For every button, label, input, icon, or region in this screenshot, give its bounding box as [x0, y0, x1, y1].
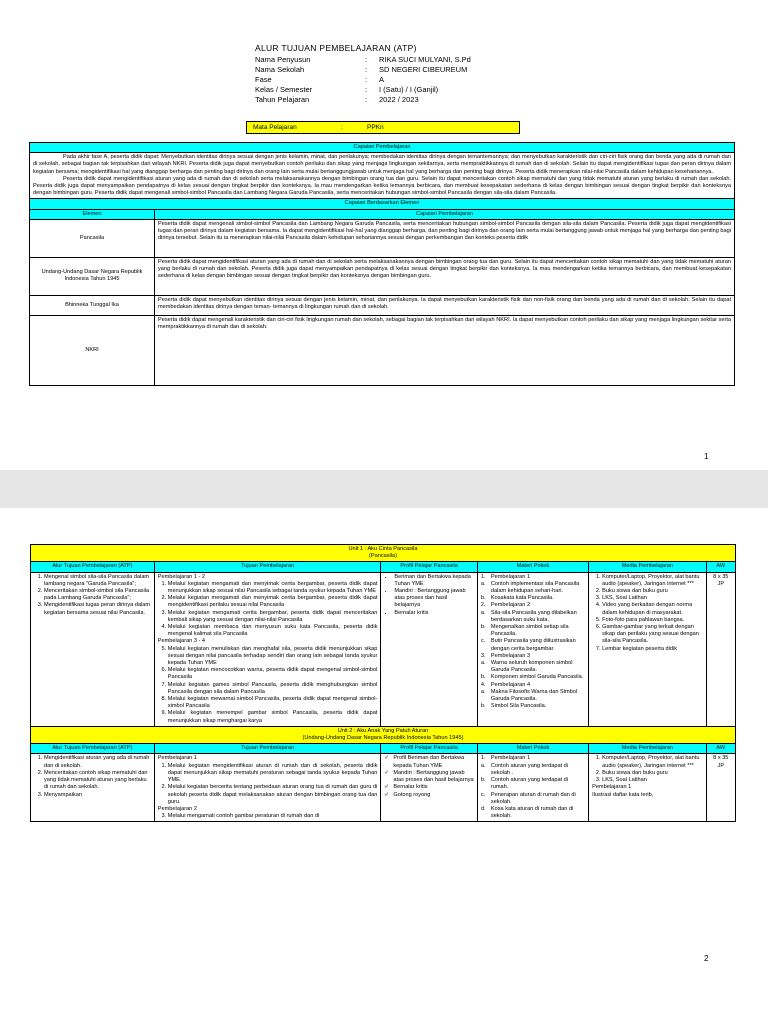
page-2	[0, 508, 768, 1024]
profil-text: Bernalar kritis	[393, 784, 428, 791]
col-profil: Profil Pelajar Pancasila	[381, 744, 478, 754]
atp-item: 3. Mengidentifikasi tugas peran dirinya dalam kegiatan bersama sesuai nilai Pancasila.	[44, 602, 151, 616]
subject-bar	[246, 121, 520, 134]
materi-number: b.	[480, 624, 486, 631]
materi-number: c.	[480, 638, 486, 645]
info-sep: :	[365, 55, 368, 64]
page-gap	[0, 470, 768, 508]
materi-text: Kosakata kata Pancasila.	[490, 595, 554, 602]
check-icon: ✓	[384, 791, 390, 798]
document-title: ALUR TUJUAN PEMBELAJARAN (ATP)	[255, 43, 417, 53]
media-item: 3. LKS, Soal Latihan	[602, 595, 703, 602]
u2-tp-heading-1: Pembelajaran 1	[157, 755, 197, 762]
atp-item: 3. Menyampaikan	[44, 792, 151, 799]
elemen-cp-cell: Peserta didik dapat menyebutkan identitas dirinya sesuai dengan jenis kelamin, minat, dan perilakunya. Ia dapat menyebutkan karakteristik fisik dan non-fisik orang dan benda yang ada di rumah dan di sekolah. Selain itu dapat membedakan identitas dirinya dengan teman- temannya di lingkungan rumah dan di sekolah.	[155, 295, 735, 315]
materi-number: b.	[480, 674, 486, 681]
col-tp: Tujuan Pembelajaran	[154, 562, 381, 572]
check-icon: ✓	[384, 784, 390, 791]
u1-aw-cell: 8 x 35 JP	[706, 572, 735, 726]
elemen-cp-cell: Peserta didik dapat mengidentifikasi aturan yang ada di rumah dan di sekolah serta melaksanakannya dengan bimbingan orang tua dan guru. Selain itu dapat menceritakan contoh sikap mematuhi dan yang tidak mematuhi aturan yang berlaku di rumah dan sekolah. Peserta didik juga dapat menyampaikan pendapatnya di kelas sesuai dengan tingkat berpikir dan konteksnya. Ia mau mendengarkan ketika temannya berbicara, dan membuat kesepakatan sederhana di kelas dengan bimbingan sesuai dengan tingkat berpikir dan konteksnya dengan bimbingan guru.	[155, 257, 735, 295]
cp-body	[30, 153, 735, 199]
atp-item: 1. Mengenal simbol sila-sila Pancasila dalam lambang negara "Garuda Pancasila";	[44, 574, 151, 588]
tp-item: 5. Melalui kegiatan menuliskan dan menghafal sila, peserta didik menunjukkan sikap sesuai dengan nilai pancasila terhadap sendiri dan orang lain sebagai tanda syukur kepada Tuhan YME	[168, 646, 378, 668]
u1-profil-cell	[381, 572, 478, 726]
check-icon: ✓	[384, 769, 390, 776]
info-value: SD NEGERI CIBEUREUM	[379, 65, 468, 74]
profil-text: Profil Beriman dan Bertakwa kepada Tuhan YME	[393, 755, 465, 769]
atp-item: 1. Mengidentifikasi aturan yang ada di rumah dan di sekolah.	[44, 755, 151, 769]
materi-item	[481, 653, 585, 660]
col-profil: Profil Pelajar Pancasila	[381, 562, 478, 572]
materi-text: Warna seluruh komponen simbol Garuda Pancasila.	[490, 660, 573, 674]
materi-number: a.	[480, 580, 486, 587]
tp-item: 3. Melalui kegiatan mengamati cerita bergambar, peserta didik dapat menceritakan kembali sikap yang sesuai dengan nilai-nilai Pancasila	[168, 610, 378, 624]
materi-text: Penerapan aturan di rumah dan di sekolah.	[490, 791, 576, 805]
media-item: 6. Gambar-gambar yang terkait dengan sikap dan perilaku yang sesuai dengan sila-sila Pancasila.	[602, 624, 703, 646]
materi-item	[481, 703, 585, 710]
u2-tp-heading-2: Pembelajaran 2	[157, 805, 197, 812]
profil-item: • Bernalar kritis	[394, 610, 474, 617]
profil-item	[384, 784, 474, 791]
u1-tp-heading-2: Pembelajaran 3 - 4	[157, 638, 206, 645]
elemen-cell: Pancasila	[30, 219, 155, 257]
elemen-cell: NKRI	[30, 315, 155, 385]
materi-number: a.	[480, 660, 486, 667]
unit1-header	[31, 545, 736, 562]
profil-item	[384, 792, 474, 799]
media-item: 1. Komputer/Laptop, Proyektor, alat bantu audio (speaker), Jaringan internet ***	[602, 574, 703, 588]
u2-materi-cell	[477, 754, 588, 822]
col-aw: AW	[706, 562, 735, 572]
cp-paragraph-2: Peserta didik dapat mengidentifikasi aturan yang ada di rumah dan di sekolah serta melaksanakannya dengan bimbingan orang tua dan guru. Selain itu dapat menceritakan contoh sikap mematuhi dan yang tidak mematuhi aturan yang berlaku di rumah dan sekolah. Peserta didik juga dapat menyampaikan pendapatnya di kelas sesuai dengan tingkat berpikir dan konteksnya. Ia mau mendengarkan ketika lemannya berbicara, dan membuat kesepakatan sederhana di kelas dengan bimbingan sesuai dengan tingkat berpikir dan konteksnya dengan bimbingan guru. Peserta didik dapat mengenali simbol-simbol Pancasila dan Lambang Negara Garuda Pancasila, serta menceritakan hubungan simbol-simbol Pancasila dengan sila-sila dalam Pancasila.	[33, 175, 731, 197]
info-value: RIKA SUCI MULYANI, S.Pd	[379, 55, 471, 64]
atp-item: 2. Menceritakan simbol-simbol sila Pancasila pada Lambang Garuda Pancasila";	[44, 588, 151, 602]
u2-tp-cell	[154, 754, 381, 822]
u1-atp-cell	[31, 572, 155, 726]
media-item: 5. Foto-foto para pahlawan bangsa.	[602, 617, 703, 624]
materi-number: 2.	[480, 602, 486, 609]
materi-text: Butir Pancasila yang diilustrasikan dengan cerita bergambar.	[490, 638, 576, 652]
info-sep: :	[365, 75, 368, 84]
media-item: 2. Buku siswa dan buku guru	[602, 588, 703, 595]
profil-item: • Beriman dan Bertakwa kepada Tuhan YME	[394, 574, 474, 588]
materi-number: a.	[480, 609, 486, 616]
materi-number: b.	[480, 595, 486, 602]
subject-sep: :	[341, 124, 343, 131]
materi-item	[481, 777, 585, 791]
unit2-subtitle: (Undang-Undang Dasar Negara Republik Indonesia Tahun 1945)	[302, 735, 464, 742]
materi-number: a.	[480, 688, 486, 695]
info-key: Nama Penyusun	[255, 55, 311, 64]
materi-item	[481, 595, 585, 602]
col-cp: Capaian Pembelajaran	[155, 209, 735, 219]
materi-text: Simbol Sila Pancasila.	[490, 703, 547, 710]
materi-item	[481, 763, 585, 777]
info-key: Tahun Pelajaran	[255, 95, 310, 104]
media-item: 2. Buku siswa dan buku guru	[602, 770, 703, 777]
profil-item: • Mandiri : Bertanggung jawab atas proses dan hasil belajarnya	[394, 588, 474, 610]
tp-item: 7. Melalui kegiatan games simbol Pancasila, peserta didik menghubungkan simbol Pancasila dengan sila dalam Pancasila	[168, 682, 378, 696]
materi-item	[481, 581, 585, 595]
atp-table	[30, 544, 736, 822]
tp-item: 1. Melalui kegiatan mengidentifikasi aturan di rumah dan di sekolah, peserta didik dapat menunjukkan sikap mematuhi peraturan sebagai tanda syukur kepada Tuhan YME.	[168, 763, 378, 785]
page-number: 1	[704, 452, 709, 461]
col-materi: Materi Pokok	[477, 562, 588, 572]
u2-media-extra-2: Ilustrasi daftar kata terib,	[592, 791, 654, 798]
col-aw: AW	[706, 744, 735, 754]
tp-item: 1. Melalui kegiatan mengamati dan menyimak cerita bergambar, peserta didik dapat menunjukkan sikap sesuai nilai Pancasila sebagai tanda syukur kepada Tuhan YME	[168, 581, 378, 595]
col-tp: Tujuan Pembelajaran	[154, 744, 381, 754]
materi-text: Pembelajaran 4	[490, 681, 531, 688]
elemen-cp-cell: Peserta didik dapat mengenali karakteristik dan ciri-ciri fisik lingkungan rumah dan sekolah, sebagai bagian tak terpisahkan dari wilayah NKRI. Ia dapat menyebutkan contoh perilaku dan sikap yang menjaga lingkungan sekitar serta mempraktikkannya di rumah dan di sekolah.	[155, 315, 735, 385]
col-atp: Alur Tujuan Pembelajaran (ATP)	[31, 562, 155, 572]
materi-item	[481, 624, 585, 638]
tp-item: 9. Melalui kegiatan menempel gambar simbol Pancasila, peserta didik dapat menunjukkan sikap menghargai karya	[168, 710, 378, 724]
materi-text: Pembelajaran 3	[490, 652, 531, 659]
media-item: 4. Video yang berkaitan dengan norma dalam kehidupan di masyarakat.	[602, 602, 703, 616]
materi-text: Mengenalkan simbol setiap sila Pancasila.	[490, 624, 569, 638]
info-key: Kelas / Semester	[255, 85, 313, 94]
materi-number: 4.	[480, 681, 486, 688]
cp-header: Capaian Pembelajaran	[30, 143, 735, 153]
check-icon: ✓	[384, 755, 390, 762]
u1-tp-cell	[154, 572, 381, 726]
tp-item: 6. Melalui kegiatan mencocokkan warna, peserta didik dapat mengenal simbol-simbol Pancasila	[168, 667, 378, 681]
info-key: Fase	[255, 75, 272, 84]
media-item: 7. Lembar kegiatan peserta didik	[602, 646, 703, 653]
col-elemen: Elemen	[30, 209, 155, 219]
materi-text: Komponen simbol Garuda Pancasila.	[490, 674, 584, 681]
elemen-cell: Undang-Undang Dasar Negara Republik Indonesia Tahun 1945	[30, 257, 155, 295]
atp-item: 2. Menceritakan contoh sikap mematuhi dan yang tidak mematuhi aturan yang berlaku di rumah dan sekolah.	[44, 770, 151, 792]
page-number: 2	[704, 954, 709, 963]
info-row	[255, 95, 471, 105]
info-row	[255, 85, 471, 95]
materi-item	[481, 689, 585, 703]
materi-text: Contoh aturan yang terdapat di sekolah .	[490, 762, 569, 776]
u2-aw-cell: 8 x 35 JP	[706, 754, 735, 822]
media-item: 3. LKS, Soal Latihan	[602, 777, 703, 784]
cp-table	[29, 142, 735, 386]
materi-text: Contoh aturan yang terdapat di rumah.	[490, 777, 569, 791]
materi-item	[481, 638, 585, 652]
unit1-subtitle: (Pancasila)	[369, 553, 397, 560]
elemen-cp-cell: Peserta didik dapat mengenali simbol-simbol Pancasila dan Lambang Negara Garuda Pancasila, serta menceritakan hubungan simbol-simbol Pancasila dengan sila-sila dalam Pancasila. Peserta didik juga dapat mengidentifikasi tugas dan peran dirinya dalam kegiatan bersama. Ia dapat mengidentifikasi hal-hal yang dianggap berharga, dan penting bagi dirinya dan orang lain serta mulai bertanggung jawab untuk menjaga hal yang berharga dan penting bagi dirinya tersebut. Selain itu ia menerapkan nilai-nilai Pancasila dalam kehidupan sehariannya sesuai dengan perkembangan dan konteks peserta didik	[155, 219, 735, 257]
tp-item: 3. Melalui mengamati contoh gambar peraturan di rumah dan di	[168, 813, 378, 820]
info-sep: :	[365, 85, 368, 94]
profil-text: Mandiri : Bertanggung jawab atas proses dan hasil belajarnya	[393, 769, 474, 784]
profil-item	[384, 770, 474, 784]
materi-item	[481, 610, 585, 624]
u2-media-cell	[589, 754, 707, 822]
subject-label: Mata Pelajaran	[253, 124, 297, 131]
u1-tp-heading-1: Pembelajaran 1 - 2	[157, 573, 206, 580]
materi-number: a.	[480, 762, 486, 769]
info-value: A	[379, 75, 385, 84]
tp-item: 8. Melalui kegiatan mewarnai simbol Pancasila, peserta didik dapat mengenal simbol-simbol Pancasila	[168, 696, 378, 710]
profil-text: Gotong royong	[393, 791, 431, 798]
materi-text: Pembelajaran 1	[490, 755, 531, 762]
materi-text: Sila-sila Pancasila yang dilabelkan berdasarkan suku kata.	[490, 609, 577, 623]
materi-item	[481, 674, 585, 681]
materi-text: Contoh implementasi sila Pancasila dalam kehidupan sehari-hari.	[490, 580, 580, 595]
materi-text: Pembelajaran 1	[490, 573, 531, 580]
materi-text: Pembelajaran 2	[490, 602, 531, 609]
materi-item	[481, 660, 585, 674]
info-key: Nama Sekolah	[255, 65, 305, 74]
materi-text: Kosa kata aturan di rumah dan di sekolah.	[490, 805, 574, 820]
cpe-header: Capaian Berdasarkan Elemen	[30, 199, 735, 209]
materi-item	[481, 602, 585, 609]
unit1-title: Unit 1 : Aku Cinta Pancasila	[348, 546, 418, 552]
materi-number: d.	[480, 805, 486, 812]
info-row	[255, 65, 471, 75]
info-sep: :	[365, 65, 368, 74]
info-row	[255, 75, 471, 85]
elemen-cell: Bhinneka Tunggal Ika	[30, 295, 155, 315]
info-sep: :	[365, 95, 368, 104]
col-atp: Alur Tujuan Pembelajaran (ATP)	[31, 744, 155, 754]
cp-paragraph-1: Pada akhir fase A, peserta didik dapat: Menyebutkan identitas dirinya sesuai dengan jenis kelamin, minat, dan perilakunya; membedakan identitas dirinya dengan temantemannya; dan menyebutkan karakteristik dan ciri-ciri fisik orang dan benda yang ada di rumah dan di sekolah, sebagai bagian tak terpisahkan dari wilayah NKRI. Peserta didik juga dapat menyebutkan contoh perilaku dan sikap yang menjaga lingkungan sekitarnya, serta mempraktikkannya di rumah dan di sekolah. Selain itu dapat mengidentifikasi tugas dan peran dirinya dalam kegiatan bersama; mengidentifikasi hal yang dianggap berharga dan penting bagi dirinya dan orang lain serta mulai bertanggungjawab untuk menjaga hal yang berharga dan penting bagi dirinya. Peserta didik menerapkan nilai-nilai Pancasila dalam kehidupan kesehariannya.	[33, 154, 731, 175]
info-row	[255, 55, 471, 65]
materi-item	[481, 806, 585, 820]
u1-materi-cell	[477, 572, 588, 726]
u2-profil-cell	[381, 754, 478, 822]
u2-media-extra-1: Pembelajaran 1	[592, 784, 632, 791]
page-1	[0, 0, 768, 470]
col-media: Media Pembelajaran	[589, 562, 707, 572]
tp-item: 2. Melalui kegiatan bercerita tentang perbedaan aturan orang tua di rumah dan guru di sekolah peserta didik dapat melaksanakan aturan dengan bimbingan orang tua dan guru.	[168, 784, 378, 806]
materi-number: 1.	[480, 755, 486, 762]
identity-info	[255, 55, 471, 105]
media-item: 1. Komputer/Laptop, Proyektor, alat bantu audio (speaker), Jaringan internet ***	[602, 755, 703, 769]
materi-number: c.	[480, 791, 486, 798]
col-media: Media Pembelajaran	[589, 744, 707, 754]
materi-item	[481, 574, 585, 581]
materi-number: 1.	[480, 573, 486, 580]
materi-number: b.	[480, 703, 486, 710]
unit2-title: Unit 2 : Aku Anak Yang Patuh Aturan	[337, 727, 429, 734]
tp-item: 2. Melalui kegiatan mengamati dan menyimak cerita bergambar, peserta didik dapat mengidentifikasi perilaku sesuai nilai Pancasila	[168, 595, 378, 609]
profil-item	[384, 755, 474, 769]
unit2-header	[31, 726, 736, 743]
info-value: 2022 / 2023	[379, 95, 419, 104]
materi-item	[481, 682, 585, 689]
u2-atp-cell	[31, 754, 155, 822]
subject-value: PPKn	[367, 124, 384, 131]
u1-media-cell	[589, 572, 707, 726]
col-materi: Materi Pokok	[477, 744, 588, 754]
materi-number: 3.	[480, 652, 486, 659]
materi-item	[481, 792, 585, 806]
materi-text: Makna Filosofis Warna dan Simbol Garuda Pancasila.	[490, 688, 578, 703]
tp-item: 4. Melalui kegiatan membaca dan menyusun suku kata Pancasila, peserta didik mengenal kalimat sila Pancasila	[168, 624, 378, 638]
info-value: I (Satu) / I (Ganjil)	[379, 85, 439, 94]
materi-number: b.	[480, 777, 486, 784]
materi-item	[481, 755, 585, 762]
